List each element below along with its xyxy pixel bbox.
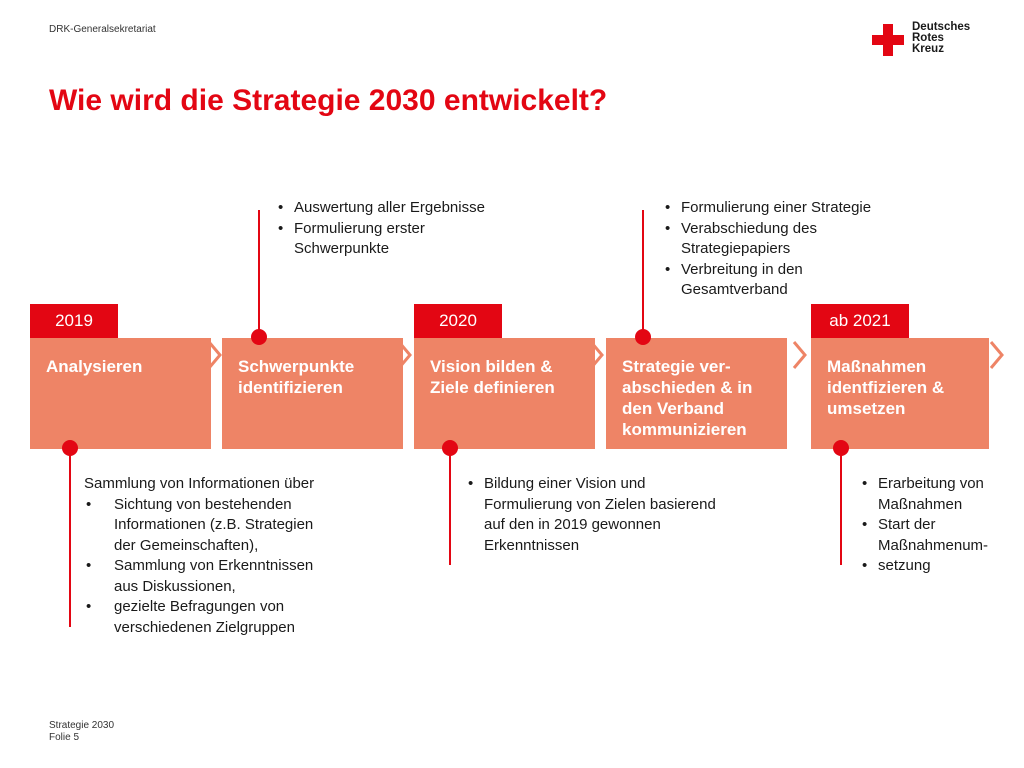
step-analysieren: Analysieren — [30, 338, 211, 449]
org-label: DRK-Generalsekretariat — [49, 24, 156, 35]
step-vision: Vision bilden & Ziele definieren — [414, 338, 595, 449]
connector-dot — [442, 440, 458, 456]
slide-number: Folie 5 — [49, 732, 80, 743]
chevron-right-icon — [987, 338, 1007, 372]
footer-title: Strategie 2030 — [49, 720, 115, 731]
note-massnahmen: • Erarbeitung von Maßnahmen • Start der Maßnahmenum- • setzung — [856, 474, 1016, 577]
year-label-2020: 2020 — [414, 304, 502, 338]
logo-text: Deutsches Rotes Kreuz — [912, 21, 971, 55]
connector-line — [69, 447, 71, 627]
chevron-right-icon — [205, 338, 225, 372]
connector-dot — [251, 329, 267, 345]
footer — [49, 720, 114, 744]
connector-dot — [833, 440, 849, 456]
chevron-right-icon — [587, 338, 607, 372]
year-label-2019: 2019 — [30, 304, 118, 338]
step-massnahmen: Maßnahmen identfizieren & umsetzen — [811, 338, 989, 449]
year-label-2021: ab 2021 — [811, 304, 909, 338]
step-strategie: Strategie ver- abschieden & in den Verband kommunizieren — [606, 338, 787, 449]
chevron-right-icon — [790, 338, 810, 372]
connector-line — [449, 447, 451, 565]
note-strategie: • Formulierung einer Strategie • Verabschiedung des Strategiepapiers • Verbreitung in den Gesamtverband — [659, 198, 919, 301]
connector-line — [840, 447, 842, 565]
connector-line — [642, 210, 644, 338]
note-vision: • Bildung einer Vision und Formulierung von Zielen basierend auf den in 2019 gewonnen Erkenntnissen — [462, 474, 762, 556]
red-cross-icon — [872, 24, 904, 56]
connector-dot — [62, 440, 78, 456]
connector-line — [258, 210, 260, 338]
drk-logo — [872, 22, 982, 58]
page-title: Wie wird die Strategie 2030 entwickelt? — [49, 84, 608, 117]
note-analysieren: Sammlung von Informationen über • Sichtung von bestehenden Informationen (z.B. Strategien der Gemeinschaften), • Sammlung von Erkenntnissen aus Diskussionen, • gezielte Befragungen von verschiedenen Zielgruppen — [84, 474, 384, 638]
chevron-right-icon — [395, 338, 415, 372]
connector-dot — [635, 329, 651, 345]
note-schwerpunkte: • Auswertung aller Ergebnisse • Formulierung erster Schwerpunkte — [272, 198, 532, 260]
step-schwerpunkte: Schwerpunkte identifizieren — [222, 338, 403, 449]
